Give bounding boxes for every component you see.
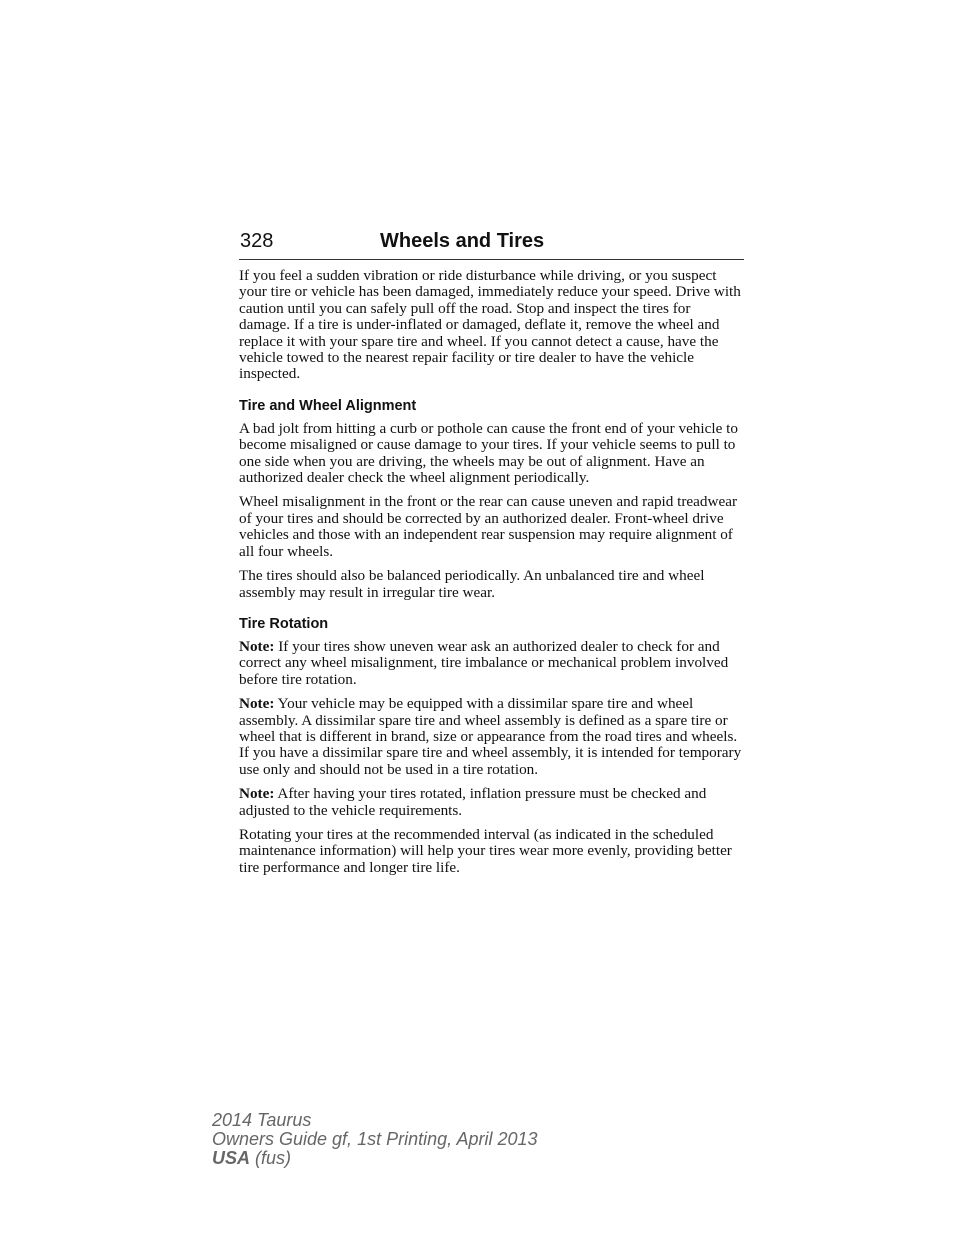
- alignment-heading: Tire and Wheel Alignment: [239, 397, 417, 414]
- rotation-note: [239, 696, 745, 778]
- rotation-closing-paragraph: Rotating your tires at the recommended interval (as indicated in the scheduled maintenance information) will help your tires wear more evenly, providing better tire performance and longer tire life.: [239, 825, 732, 876]
- note-text: After having your tires rotated, inflation pressure must be checked and adjusted to the vehicle requirements.: [239, 785, 707, 819]
- page-header: [239, 229, 744, 260]
- rotation-note: [239, 786, 745, 819]
- intro-paragraph: If you feel a sudden vibration or ride disturbance while driving, or you suspect your tire or vehicle has been damaged, immediately reduce your speed. Drive with caution until you can safely pull off the road. Stop and inspect the tires for damage. If a tire is under-inflated or damaged, deflate it, remove the wheel and replace it with your spare tire and wheel. If you cannot detect a cause, have the vehicle towed to the nearest repair facility or tire dealer to have the vehicle inspected.: [239, 267, 741, 383]
- footer-printing: Owners Guide gf, 1st Printing, April 2013: [212, 1129, 538, 1149]
- note-text: Your vehicle may be equipped with a dissimilar spare tire and wheel assembly. A dissimilar spare tire and wheel assembly is defined as a spare tire or wheel that is different in brand, size or appearance from the road tires and wheels. If you have a dissimilar spare tire and wheel assembly, it is intended for temporary use only and should not be used in a tire rotation.: [239, 695, 742, 778]
- page-footer: [212, 1111, 538, 1168]
- alignment-paragraph: A bad jolt from hitting a curb or pothole can cause the front end of your vehicle to become misaligned or cause damage to your tires. If your vehicle seems to pull to one side when you are driving, the wheels may be out of alignment. Have an authorized dealer check the wheel alignment periodically.: [239, 419, 738, 487]
- note-label: Note:: [239, 695, 275, 713]
- rotation-heading: Tire Rotation: [239, 615, 329, 632]
- rotation-note: [239, 639, 745, 688]
- note-text: If your tires show uneven wear ask an authorized dealer to check for and correct any wheel misalignment, tire imbalance or mechanical problem involved before tire rotation.: [239, 637, 729, 688]
- note-label: Note:: [239, 637, 275, 655]
- alignment-paragraph: Wheel misalignment in the front or the rear can cause uneven and rapid treadwear of your tires and should be corrected by an authorized dealer. Front-wheel drive vehicles and those with an independent rear suspension may require alignment of all four wheels.: [239, 493, 738, 560]
- footer-model: 2014 Taurus: [212, 1110, 312, 1130]
- page-body: [239, 268, 745, 884]
- footer-region-main: USA: [212, 1148, 251, 1168]
- footer-region: [212, 1149, 538, 1168]
- page-number: 328: [240, 230, 274, 252]
- alignment-paragraph: The tires should also be balanced periodically. An unbalanced tire and wheel assembly may result in irregular tire wear.: [239, 567, 705, 601]
- section-title: Wheels and Tires: [380, 230, 545, 252]
- note-label: Note:: [239, 785, 275, 803]
- footer-region-suffix: (fus): [255, 1148, 292, 1168]
